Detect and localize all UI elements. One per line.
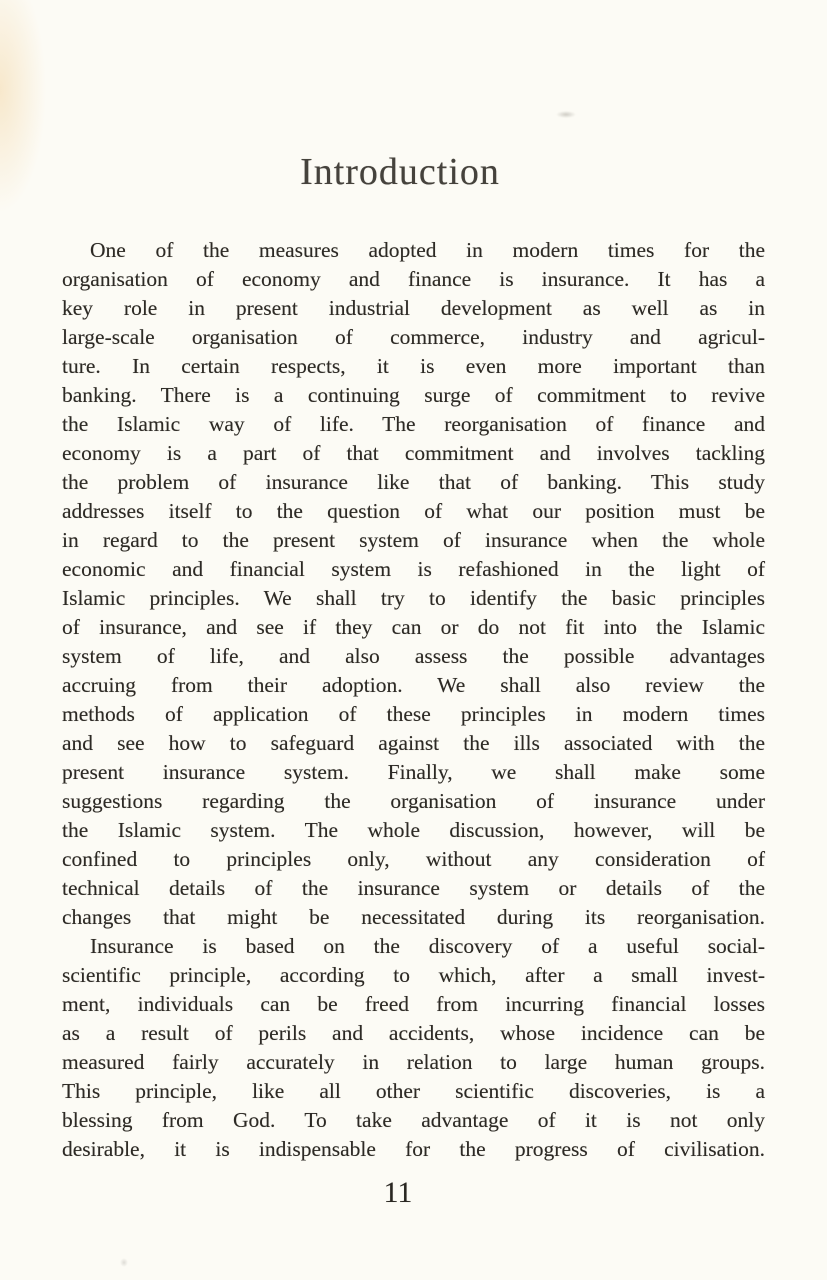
text-line: addresses itself to the question of what our position must be: [62, 499, 765, 523]
text-line: scientific principle, according to which, after a small invest-: [62, 963, 765, 987]
page-edge-tint: [0, 0, 70, 260]
text-line: methods of application of these principles in modern times: [62, 702, 765, 726]
text-line: the Islamic system. The whole discussion, however, will be: [62, 818, 765, 842]
text-line: changes that might be necessitated during its reorganisation.: [62, 905, 765, 929]
page-number: 11: [383, 1176, 413, 1209]
text-line: system of life, and also assess the possible advantages: [62, 644, 765, 668]
text-line: the problem of insurance like that of banking. This study: [62, 470, 765, 494]
text-line: One of the measures adopted in modern times for the: [90, 238, 765, 262]
text-line: large-scale organisation of commerce, industry and agricul-: [62, 325, 765, 349]
text-line: and see how to safeguard against the ills associated with the: [62, 731, 765, 755]
text-line: economic and financial system is refashioned in the light of: [62, 557, 765, 581]
text-line: ture. In certain respects, it is even more important than: [62, 354, 765, 378]
text-line: organisation of economy and finance is insurance. It has a: [62, 267, 765, 291]
text-line: key role in present industrial development as well as in: [62, 296, 765, 320]
chapter-title: Introduction: [300, 151, 500, 193]
text-line: of insurance, and see if they can or do not fit into the Islamic: [62, 615, 765, 639]
scan-speck-artifact: [120, 1258, 128, 1267]
scan-smudge-artifact: [556, 111, 576, 118]
text-line: technical details of the insurance system or details of the: [62, 876, 765, 900]
text-block: [62, 236, 765, 1164]
text-line: Insurance is based on the discovery of a useful social-: [90, 934, 765, 958]
text-line: suggestions regarding the organisation of insurance under: [62, 789, 765, 813]
text-line: accruing from their adoption. We shall also review the: [62, 673, 765, 697]
text-line: desirable, it is indispensable for the progress of civilisation.: [62, 1137, 765, 1161]
paragraph: [62, 236, 765, 932]
text-line: banking. There is a continuing surge of commitment to revive: [62, 383, 765, 407]
paragraph: [62, 932, 765, 1164]
text-line: present insurance system. Finally, we shall make some: [62, 760, 765, 784]
text-line: confined to principles only, without any consideration of: [62, 847, 765, 871]
text-line: measured fairly accurately in relation to large human groups.: [62, 1050, 765, 1074]
text-line: in regard to the present system of insurance when the whole: [62, 528, 765, 552]
text-line: This principle, like all other scientific discoveries, is a: [62, 1079, 765, 1103]
text-line: ment, individuals can be freed from incurring financial losses: [62, 992, 765, 1016]
text-line: the Islamic way of life. The reorganisation of finance and: [62, 412, 765, 436]
text-line: Islamic principles. We shall try to identify the basic principles: [62, 586, 765, 610]
text-line: as a result of perils and accidents, whose incidence can be: [62, 1021, 765, 1045]
text-line: economy is a part of that commitment and involves tackling: [62, 441, 765, 465]
text-line: blessing from God. To take advantage of it is not only: [62, 1108, 765, 1132]
